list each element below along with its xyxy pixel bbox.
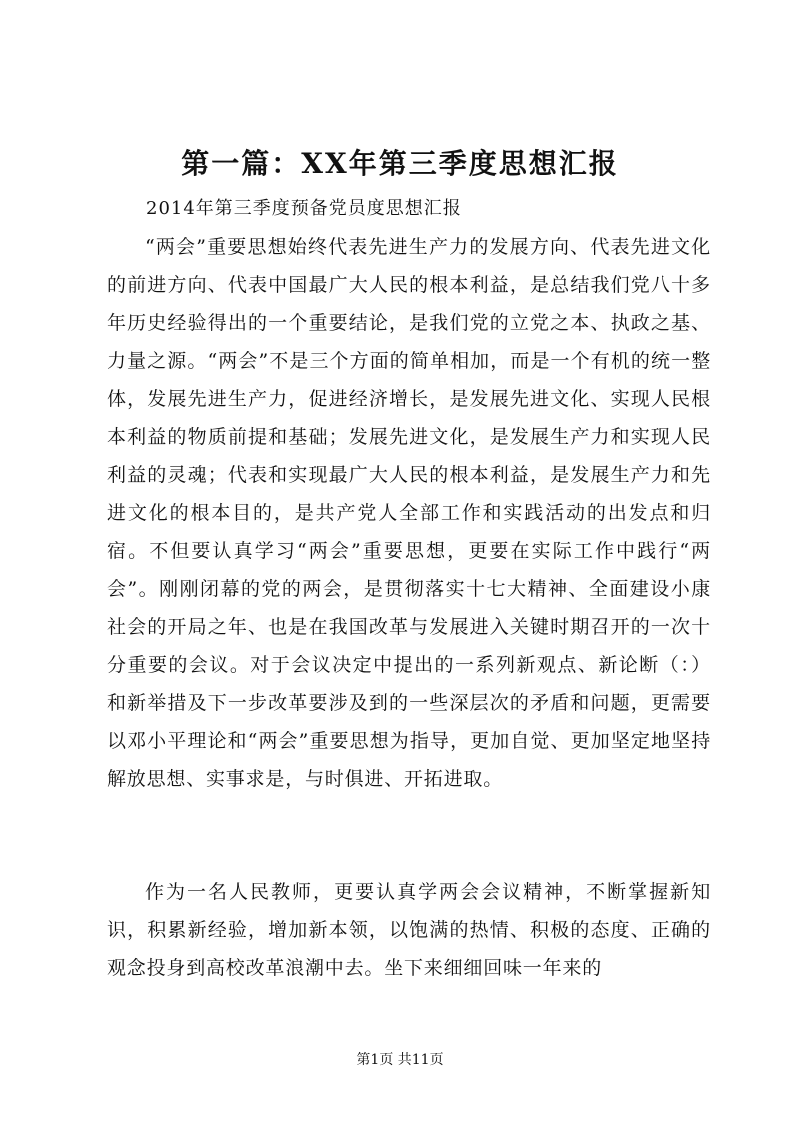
page-footer: 第1页 共11页 — [356, 1052, 444, 1068]
body-paragraph: “两会”重要思想始终代表先进生产力的发展方向、代表先进文化的前进方向、代表中国最广大人民的根本利益，是总结我们党八十多年历史经验得出的一个重要结论，是我们党的立党之本、执政之基、力量之源。“两会”不是三个方面的简单相加，而是一个有机的统一整体，发展先进生产力，促进经济增长，是发展先进文化、实现人民根本利益的物质前提和基础；发展先进文化，是发展生产力和实现人民利益的灵魂；代表和实现最广大人民的根本利益，是发展生产力和先进文化的根本目的，是共产党人全部工作和实践活动的出发点和归宿。不但要认真学习“两会”重要思想，更要在实际工作中践行“两会”。刚刚闭幕的党的两会，是贯彻落实十七大精神、全面建设小康社会的开局之年、也是在我国改革与发展进入关键时期召开的一次十分重要的会议。对于会议决定中提出的一系列新观点、新论断（：）和新举措及下一步改革要涉及到的一些深层次的矛盾和问题，更需要以邓小平理论和“两会”重要思想为指导，更加自觉、更加坚定地坚持解放思想、实事求是，与时俱进、开拓进取。 — [107, 236, 711, 790]
document-subtitle: 2014年第三季度预备党员度思想汇报 — [146, 198, 462, 219]
document-title: 第一篇：XX年第三季度思想汇报 — [181, 147, 619, 180]
body-paragraph: 作为一名人民教师，更要认真学两会会议精神，不断掌握新知识，积累新经验，增加新本领，以饱满的热情、积极的态度、正确的观念投身到高校改革浪潮中去。坐下来细细回味一年来的 — [107, 881, 711, 979]
